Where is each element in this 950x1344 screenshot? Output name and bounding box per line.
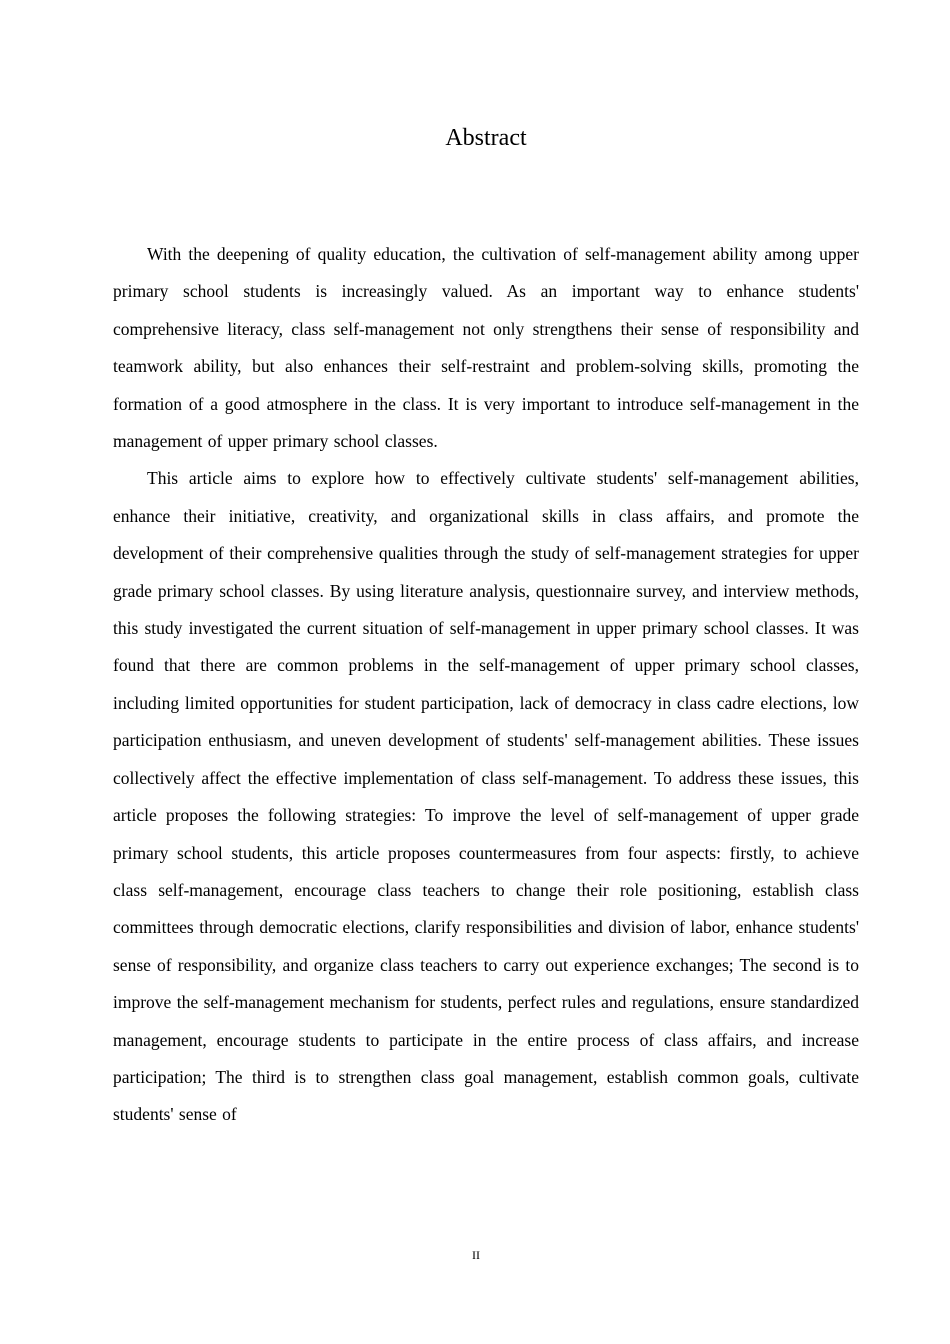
abstract-paragraph-1: With the deepening of quality education, the cultivation of self-management ability among upper primary school students is increasingly valued. As an important way to enhance students' comprehensive literacy, class self-management not only strengthens their sense of responsibility and teamwork ability, but also enhances their self-restraint and problem-solving skills, promoting the formation of a good atmosphere in the class. It is very important to introduce self-management in the management of upper primary school classes. <box>113 244 859 452</box>
page-number: II <box>472 1248 480 1262</box>
abstract-paragraph-2: This article aims to explore how to effectively cultivate students' self-management abilities, enhance their initiative, creativity, and organizational skills in class affairs, and promote the development of their comprehensive qualities through the study of self-management strategies for upper grade primary school classes. By using literature analysis, questionnaire survey, and interview methods, this study investigated the current situation of self-management in upper primary school classes. It was found that there are common problems in the self-management of upper primary school classes, including limited opportunities for student participation, lack of democracy in class cadre elections, low participation enthusiasm, and uneven development of students' self-management abilities. These issues collectively affect the effective implementation of class self-management. To address these issues, this article proposes the following strategies: To improve the level of self-management of upper grade primary school students, this article proposes countermeasures from four aspects: firstly, to achieve class self-management, encourage class teachers to change their role positioning, establish class committees through democratic elections, clarify responsibilities and division of labor, enhance students' sense of responsibility, and organize class teachers to carry out experience exchanges; The second is to improve the self-management mechanism for students, perfect rules and regulations, ensure standardized management, encourage students to participate in the entire process of class affairs, and increase participation; The third is to strengthen class goal management, establish common goals, cultivate students' sense of <box>113 468 859 1125</box>
abstract-body <box>113 236 859 1134</box>
page-title: Abstract <box>445 125 527 151</box>
